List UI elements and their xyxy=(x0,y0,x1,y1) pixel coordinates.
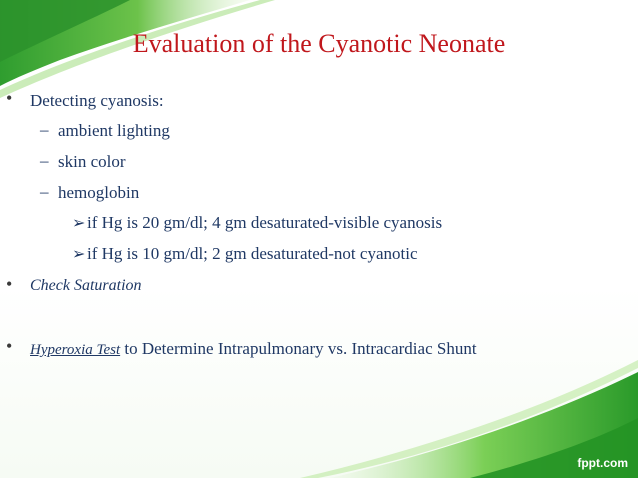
bullet-dot: • xyxy=(6,336,13,356)
hyperoxia-test-link[interactable]: Hyperoxia Test xyxy=(30,342,121,358)
arrow-bullet-icon: ➢ xyxy=(72,246,86,263)
fppt-watermark: fppt.com xyxy=(577,456,628,470)
bullet-dot: • xyxy=(6,88,13,108)
arrow-item-hg-10: if Hg is 10 gm/dl; 2 gm desaturated-not cyanotic xyxy=(87,244,418,263)
bullet-hyperoxia-test xyxy=(30,339,477,359)
dash-marker: – xyxy=(40,120,49,139)
slide-title: Evaluation of the Cyanotic Neonate xyxy=(132,29,506,58)
dash-marker: – xyxy=(40,182,49,201)
bullet-check-saturation: Check Saturation xyxy=(30,277,142,294)
sub-item-ambient-lighting: ambient lighting xyxy=(58,121,170,140)
bullet-dot: • xyxy=(6,274,13,294)
hyperoxia-test-text: to Determine Intrapulmonary vs. Intracardiac Shunt xyxy=(120,339,477,358)
bullet-detecting-cyanosis: Detecting cyanosis: xyxy=(30,91,164,110)
arrow-item-hg-20: if Hg is 20 gm/dl; 4 gm desaturated-visible cyanosis xyxy=(87,213,443,232)
sub-item-hemoglobin: hemoglobin xyxy=(58,183,140,202)
arrow-bullet-icon: ➢ xyxy=(72,215,86,232)
dash-marker: – xyxy=(40,151,49,170)
sub-item-skin-color: skin color xyxy=(58,152,126,171)
